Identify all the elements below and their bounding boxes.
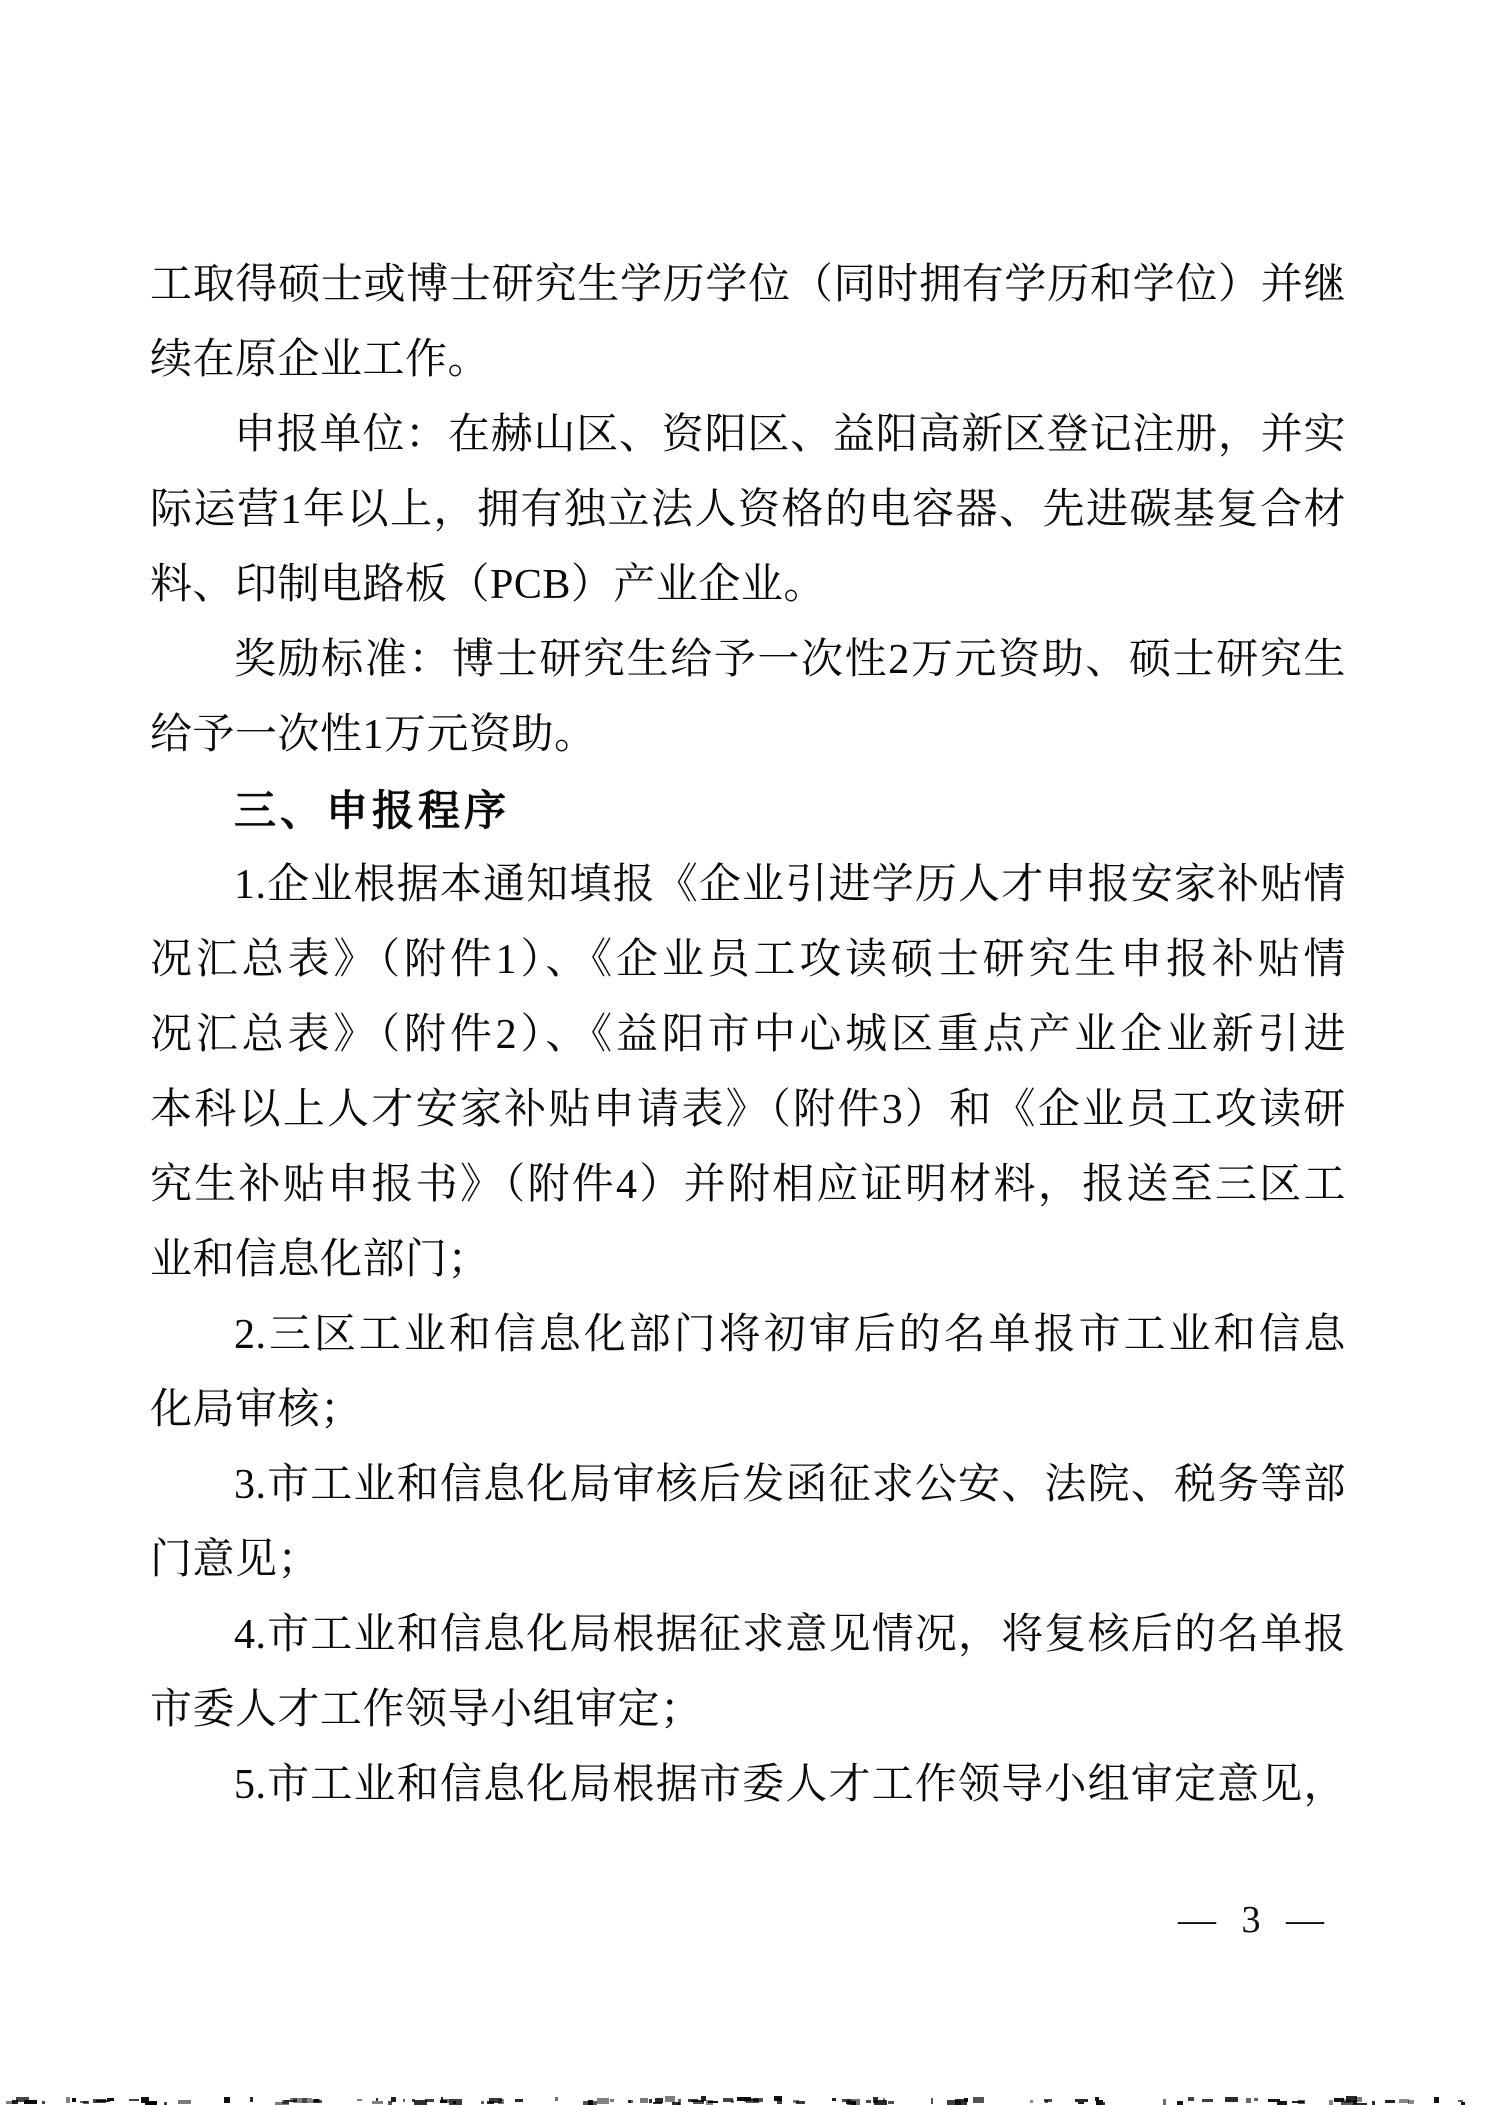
page-number: — 3 — bbox=[1178, 1899, 1332, 1941]
document-line: 本科以上人才安家补贴申请表》（附件3）和《企业员工攻读研 bbox=[150, 1087, 1346, 1133]
document-line: 市委人才工作领导小组审定； bbox=[150, 1687, 703, 1733]
document-body bbox=[150, 248, 1346, 1823]
document-line: 工取得硕士或博士研究生学历学位（同时拥有学历和学位）并继 bbox=[150, 262, 1346, 308]
document-line: 续在原企业工作。 bbox=[150, 337, 491, 383]
document-line: 奖励标准：博士研究生给予一次性2万元资助、硕士研究生 bbox=[234, 637, 1346, 683]
document-line: 况汇总表》（附件1）、《企业员工攻读硕士研究生申报补贴情 bbox=[150, 937, 1346, 983]
document-line: 4.市工业和信息化局根据征求意见情况，将复核后的名单报 bbox=[234, 1612, 1346, 1658]
document-line: 3.市工业和信息化局审核后发函征求公安、法院、税务等部 bbox=[234, 1462, 1346, 1508]
document-line: 化局审核； bbox=[150, 1387, 363, 1433]
section-heading: 三、申报程序 bbox=[234, 787, 511, 834]
document-line: 门意见； bbox=[150, 1537, 321, 1583]
document-line: 2.三区工业和信息化部门将初审后的名单报市工业和信息 bbox=[234, 1312, 1346, 1358]
document-line: 业和信息化部门； bbox=[150, 1237, 491, 1283]
document-line: 况汇总表》（附件2）、《益阳市中心城区重点产业企业新引进 bbox=[150, 1012, 1346, 1058]
document-line: 5.市工业和信息化局根据市委人才工作领导小组审定意见， bbox=[234, 1762, 1346, 1808]
document-line: 给予一次性1万元资助。 bbox=[150, 712, 597, 758]
document-line: 1.企业根据本通知填报《企业引进学历人才申报安家补贴情 bbox=[234, 862, 1346, 908]
document-line: 申报单位：在赫山区、资阳区、益阳高新区登记注册，并实 bbox=[234, 412, 1346, 458]
document-line: 究生补贴申报书》（附件4）并附相应证明材料，报送至三区工 bbox=[150, 1162, 1346, 1208]
document-line: 料、印制电路板（PCB）产业企业。 bbox=[150, 562, 826, 608]
scan-noise-strip bbox=[0, 2091, 1487, 2105]
document-line: 际运营1年以上，拥有独立法人资格的电容器、先进碳基复合材 bbox=[150, 487, 1346, 533]
